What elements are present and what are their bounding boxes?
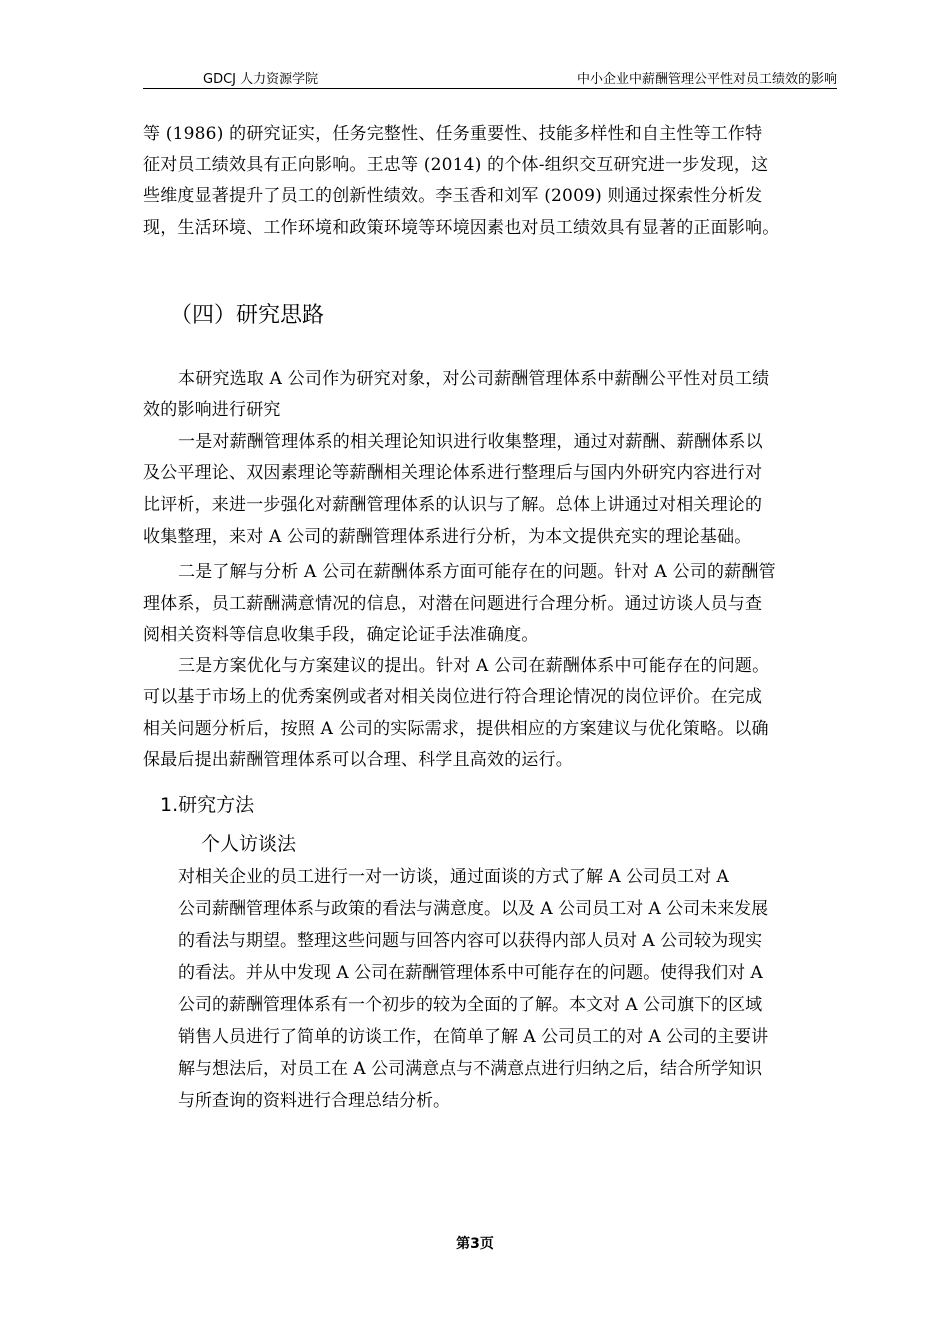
paragraph-line: 的看法。并从中发现 A 公司在薪酬管理体系中可能存在的问题。使得我们对 A	[178, 963, 763, 983]
paragraph-line: 收集整理，来对 A 公司的薪酬管理体系进行分析，为本文提供充实的理论基础。	[143, 527, 752, 547]
paragraph-line: 一是对薪酬管理体系的相关理论知识进行收集整理，通过对薪酬、薪酬体系以	[178, 432, 763, 452]
paragraph-line: 及公平理论、双因素理论等薪酬相关理论体系进行整理后与国内外研究内容进行对	[143, 463, 763, 483]
intro-line: 现，生活环境、工作环境和政策环境等环境因素也对员工绩效具有显著的正面影响。	[143, 218, 780, 238]
intro-line: 些维度显著提升了员工的创新性绩效。李玉香和刘军 (2009) 则通过探索性分析发	[143, 186, 763, 206]
intro-line: 征对员工绩效具有正向影响。王忠等 (2014) 的个体-组织交互研究进一步发现，这	[143, 155, 769, 175]
paragraph-line: 理体系，员工薪酬满意情况的信息，对潜在问题进行合理分析。通过访谈人员与查	[143, 594, 763, 614]
paragraph-line: 公司的薪酬管理体系有一个初步的较为全面的了解。本文对 A 公司旗下的区域	[178, 995, 763, 1015]
subsubsection-title: 个人访谈法	[201, 833, 297, 855]
paragraph-line: 解与想法后，对员工在 A 公司满意点与不满意点进行归纳之后，结合所学知识	[178, 1059, 763, 1079]
paragraph-line: 可以基于市场上的优秀案例或者对相关岗位进行符合理论情况的岗位评价。在完成	[143, 687, 763, 707]
intro-line: 等 (1986) 的研究证实，任务完整性、任务重要性、技能多样性和自主性等工作特	[143, 124, 763, 144]
paragraph-line: 二是了解与分析 A 公司在薪酬体系方面可能存在的问题。针对 A 公司的薪酬管	[178, 562, 776, 582]
paragraph-line: 效的影响进行研究	[143, 400, 281, 420]
paragraph-line: 阅相关资料等信息收集手段，确定论证手法准确度。	[143, 625, 539, 645]
paragraph-line: 销售人员进行了简单的访谈工作，在简单了解 A 公司员工的对 A 公司的主要讲	[178, 1027, 769, 1047]
paragraph-line: 对相关企业的员工进行一对一访谈，通过面谈的方式了解 A 公司员工对 A	[178, 867, 729, 887]
paragraph-line: 的看法与期望。整理这些问题与回答内容可以获得内部人员对 A 公司较为现实	[178, 931, 763, 951]
paragraph-line: 相关问题分析后，按照 A 公司的实际需求，提供相应的方案建议与优化策略。以确	[143, 719, 769, 739]
paragraph-line: 三是方案优化与方案建议的提出。针对 A 公司在薪酬体系中可能存在的问题。	[178, 656, 770, 676]
page-number: 第3页	[456, 1236, 494, 1252]
page-header	[143, 66, 837, 88]
paragraph-line: 公司薪酬管理体系与政策的看法与满意度。以及 A 公司员工对 A 公司未来发展	[178, 899, 769, 919]
paragraph-line: 与所查询的资料进行合理总结分析。	[178, 1091, 450, 1111]
paragraph-line: 保最后提出薪酬管理体系可以合理、科学且高效的运行。	[143, 750, 573, 770]
header-document-title: 中小企业中薪酬管理公平性对员工绩效的影响	[576, 72, 837, 87]
header-divider	[143, 88, 837, 89]
paragraph-line: 比评析，来进一步强化对薪酬管理体系的认识与了解。总体上讲通过对相关理论的	[143, 495, 763, 515]
section-title: （四）研究思路	[170, 303, 325, 328]
header-institution: GDCJ 人力资源学院	[203, 72, 319, 87]
paragraph-line: 本研究选取 A 公司作为研究对象，对公司薪酬管理体系中薪酬公平性对员工绩	[178, 369, 770, 389]
subsection-title: 1.研究方法	[160, 794, 255, 816]
